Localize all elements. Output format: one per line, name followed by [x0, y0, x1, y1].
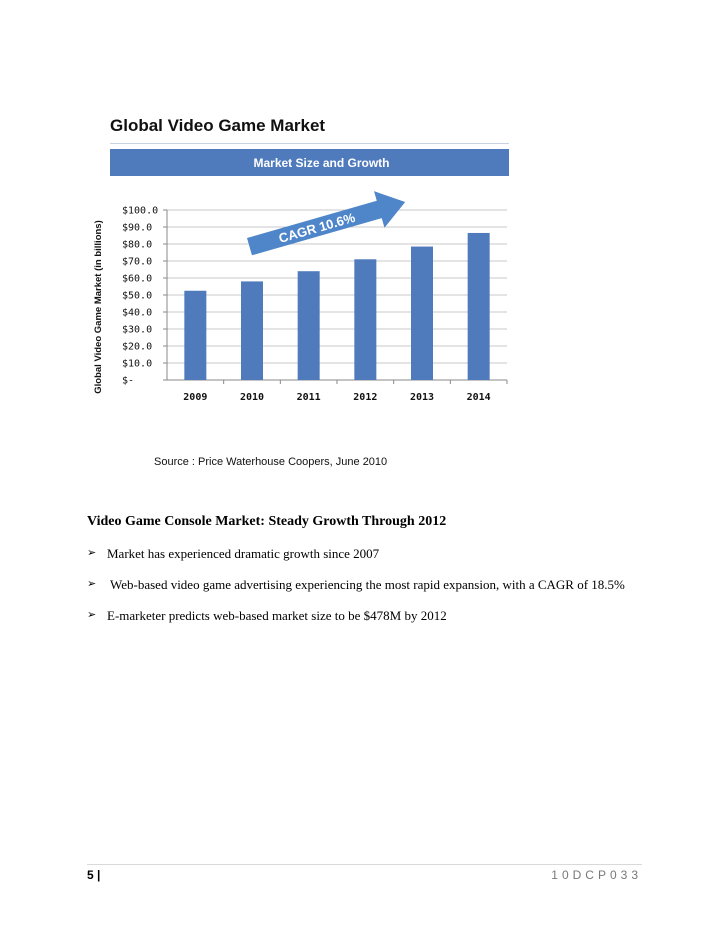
footer-divider: [87, 864, 642, 865]
document-code: 10DCP033: [551, 868, 642, 882]
bullet-text: Market has experienced dramatic growth since 2007: [107, 546, 380, 561]
bar-2014: [468, 233, 490, 380]
bar-2012: [354, 259, 376, 380]
title-divider: [110, 143, 509, 144]
bullet-list: [87, 546, 625, 639]
y-tick-label: $70.0: [122, 256, 153, 268]
x-tick-label: 2013: [409, 392, 435, 403]
bullet-text: E-marketer predicts web-based market size to be $478M by 2012: [107, 608, 447, 623]
arrow-bullet-icon: ➢: [87, 546, 97, 559]
bar-2010: [241, 281, 263, 380]
arrow-bullet-icon: ➢: [87, 577, 97, 590]
x-tick-label: 2014: [466, 392, 491, 403]
y-tick-label: $40.0: [122, 307, 153, 319]
y-tick-label: $80.0: [122, 239, 153, 251]
bullet-item: [87, 608, 625, 639]
y-tick-label: $10.0: [122, 358, 153, 370]
chart-banner-label: Market Size and Growth: [253, 155, 390, 170]
x-tick-label: 2009: [183, 392, 208, 403]
x-tick-label: 2011: [296, 392, 321, 403]
arrow-bullet-icon: ➢: [87, 608, 97, 621]
bar-2009: [184, 291, 206, 380]
y-tick-label: $20.0: [122, 341, 153, 353]
y-tick-label: $50.0: [122, 290, 153, 302]
cagr-label: CAGR 10.6%: [276, 209, 357, 246]
bullet-text: Web-based video game advertising experiencing the most rapid expansion, with a CAGR of 18.5%: [107, 577, 625, 592]
y-tick-label: $30.0: [122, 324, 153, 336]
section-heading: Video Game Console Market: Steady Growth Through 2012: [87, 514, 447, 529]
chart-title: Global Video Game Market: [110, 116, 326, 135]
bar-2011: [298, 271, 320, 380]
bar-2013: [411, 247, 433, 380]
bar-chart: [90, 190, 520, 415]
y-tick-label: $-: [122, 375, 135, 387]
page-number: 5 |: [87, 868, 101, 882]
x-tick-label: 2010: [239, 392, 265, 403]
y-tick-label: $90.0: [122, 222, 153, 234]
y-tick-label: $60.0: [122, 273, 153, 285]
bullet-item: [87, 546, 625, 577]
chart-banner: [110, 149, 509, 176]
x-tick-label: 2012: [353, 392, 378, 403]
chart-source: Source : Price Waterhouse Coopers, June 2010: [154, 456, 388, 468]
y-axis-label: Global Video Game Market (in billions): [93, 220, 104, 394]
bullet-item: [87, 577, 625, 608]
y-tick-label: $100.0: [122, 205, 159, 217]
